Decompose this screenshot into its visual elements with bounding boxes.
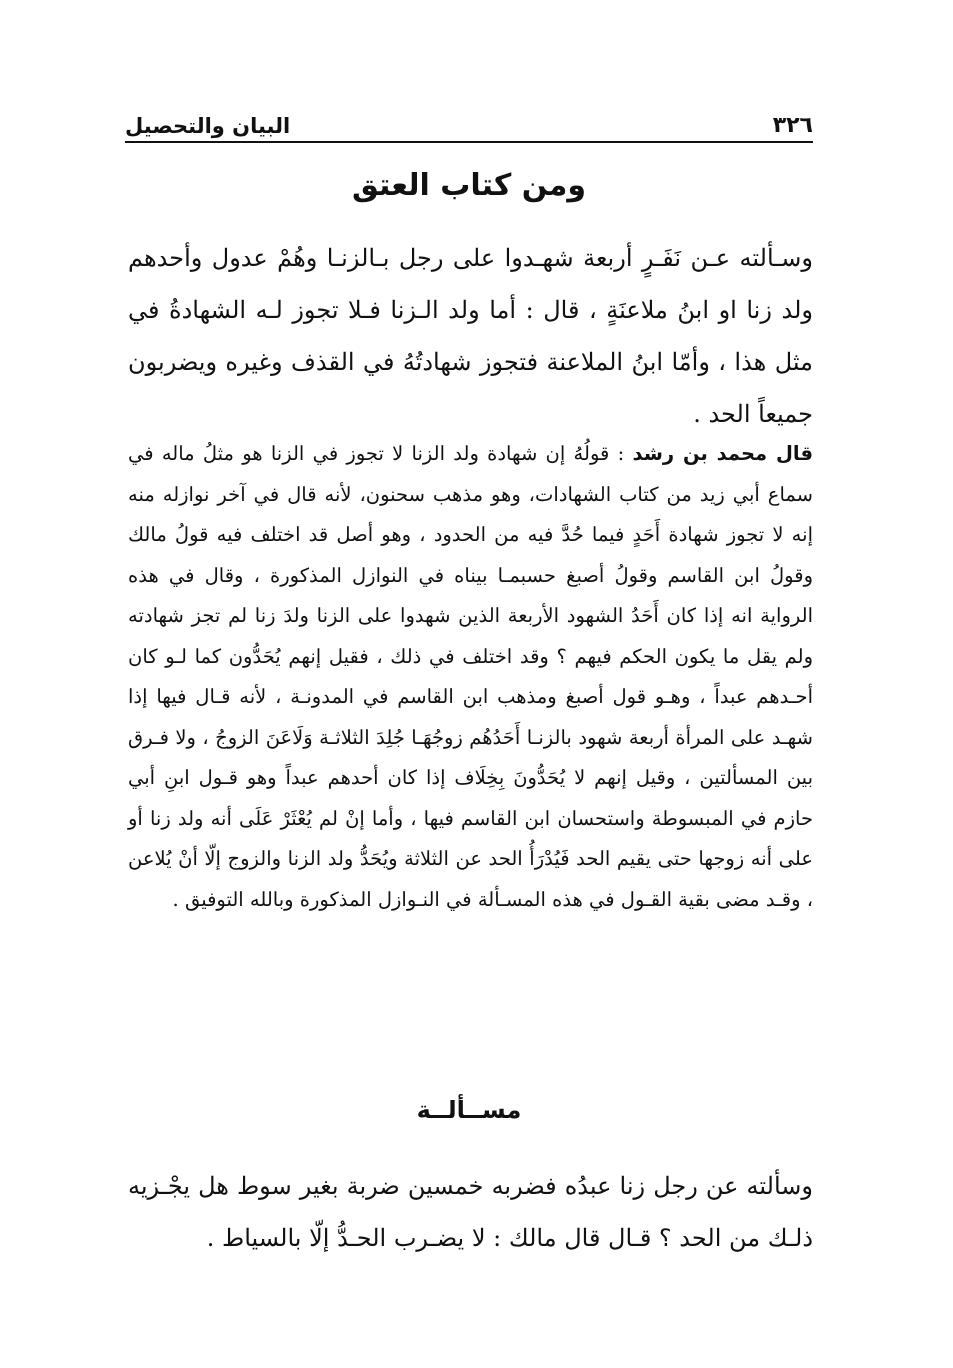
- masala-heading-text: مســألــة: [416, 1096, 522, 1124]
- masala-heading: [125, 1096, 813, 1124]
- section-title: ومن كتاب العتق: [352, 168, 586, 203]
- page-number: ٣٢٦: [772, 113, 813, 138]
- paragraph-commentary: [128, 434, 813, 920]
- paragraph-question-witnesses: وسـألته عـن نَفَـرٍ أربعة شهـدوا على رجل بـالزنـا وهُمْ عدول وأحدهم ولد زنا او ابنُ ملاعنَةٍ ، قال : أما ولد الـزنا فـلا تجوز لـه الشهادةُ في مثل هذا ، وأمّا ابنُ الملاعنة فتجوز شهادتُهُ في القذف وغيره ويضربون جميعاً الحد .: [128, 244, 813, 428]
- running-title: البيان والتحصيل: [125, 114, 291, 138]
- page-header: [125, 104, 813, 138]
- commentary-speaker: قال محمد بن رشد: [632, 442, 813, 465]
- header-divider: [125, 141, 813, 143]
- paragraph-question-slave: وسألته عن رجل زنا عبدُه فضربه خمسين ضربة بغير سوط هل يجْـزيه ذلـك من الحد ؟ قـال قال مالك : لا يضـرب الحـدُّ إلّا بالسياط .: [128, 1172, 813, 1252]
- commentary-text: : قولُهُ إن شهادة ولد الزنا لا تجوز في الزنا هو مثلُ ماله في سماع أبي زيد من كتاب الشهادات، وهو مذهب سحنون، لأنه قال في آخر نوازله منه إنه لا تجوز شهادة أَحَدٍ فيما حُدَّ فيه من الحدود ، وهو أصل قد اختلف فيه قولُ مالك وقولُ ابن القاسم وقولُ أصبغ حسبمـا بيناه في النوازل المذكورة ، وقال في هذه الرواية انه إذا كان أَحَدُ الشهود الأربعة الذين شهدوا على الزنا ولدَ زنا لم تجز شهادته ولم يقل ما يكون الحكم فيهم ؟ وقد اختلف في ذلك ، فقيل إنهم يُحَدُّون كما لـو كان أحـدهم عبداً ، وهـو قول أصبغ ومذهب ابن القاسم في المدونـة ، لأنه قـال فيها إذا شهـد على المرأة أربعة شهود بالزنـا أَحَدُهُم زوجُهَـا جُلِدَ الثلاثـة وَلَاعَنَ الزوجُ ، ولا فـرق بين المسألتين ، وقيل إنهم لا يُحَدُّونَ بِخِلَاف إذا كان أحدهم عبداً وهو قـول ابنِ أبي حازم في المبسوطة واستحسان ابن القاسم فيها ، وأما إنْ لم يُعْثَرْ عَلَى أنه ولد زنا أو على أنه زوجها حتى يقيم الحد فَيُدْرَأُ الحد عن الثلاثة ويُحَدُّ ولد الزنا والزوج إلّا أنْ يُلاعن ، وقـد مضى بقية القـول في هذه المسـألة في النـوازل المذكورة وبالله التوفيق .: [128, 442, 813, 911]
